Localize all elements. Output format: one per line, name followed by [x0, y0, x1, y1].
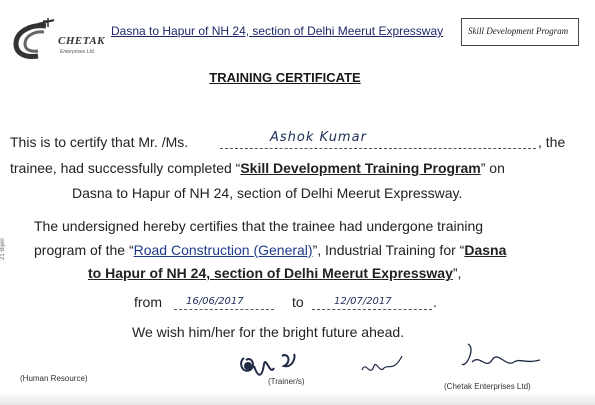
- from-date: 16/06/2017: [186, 296, 244, 307]
- scan-shadow: [0, 392, 595, 405]
- company-signature-icon: [456, 340, 556, 374]
- hr-label: (Human Resource): [20, 374, 88, 383]
- body-line-4: The undersigned hereby certifies that the trainee had undergone training: [34, 218, 484, 234]
- second-signature-icon: [358, 352, 408, 382]
- to-date-blank: [312, 309, 432, 310]
- certificate-title: TRAINING CERTIFICATE: [209, 70, 361, 85]
- line2-suffix: ” on: [480, 160, 505, 176]
- edge-text: 21 Bijen: [0, 238, 6, 260]
- line2-prefix: trainee, had successfully completed “: [10, 160, 241, 176]
- body-line-1-post: , the: [538, 134, 566, 150]
- logo-subtitle: Enterprises Ltd.: [60, 49, 96, 55]
- body-line-2: [10, 160, 505, 176]
- company-logo: [8, 18, 108, 62]
- logo-name: CHETAK: [58, 35, 106, 47]
- trainee-name: Ashok Kumar: [270, 130, 367, 145]
- line5-prefix: program of the “: [34, 242, 134, 258]
- route-rest: to Hapur of NH 24, section of Delhi Meerut Expressway: [88, 265, 453, 281]
- from-date-blank: [174, 309, 274, 310]
- company-label: (Chetak Enterprises Ltd): [444, 382, 531, 391]
- header-route: Dasna to Hapur of NH 24, section of Delhi Meerut Expressway: [111, 24, 444, 38]
- program-name: Skill Development Training Program: [240, 160, 481, 176]
- body-line-3: Dasna to Hapur of NH 24, section of Delhi Meerut Expressway.: [72, 185, 463, 201]
- from-label: from: [134, 294, 162, 310]
- to-label: to: [292, 294, 304, 310]
- body-line-6: [88, 265, 461, 281]
- program-stamp-box: [461, 18, 579, 46]
- route-start: Dasna: [464, 242, 507, 258]
- trainers-label: (Trainer/s): [268, 377, 305, 386]
- name-blank: [220, 148, 536, 149]
- line5-middle: ”, Industrial Training for “: [312, 242, 465, 258]
- period-end: .: [433, 294, 437, 310]
- body-line-5: [34, 242, 506, 258]
- line6-suffix: ”,: [452, 265, 462, 281]
- course-name: Road Construction (General): [133, 242, 313, 258]
- wish-line: We wish him/her for the bright future ahead.: [132, 324, 405, 340]
- to-date: 12/07/2017: [334, 296, 392, 307]
- program-box-label: Skill Development Program: [468, 26, 569, 36]
- body-line-1-pre: This is to certify that Mr. /Ms.: [10, 134, 189, 150]
